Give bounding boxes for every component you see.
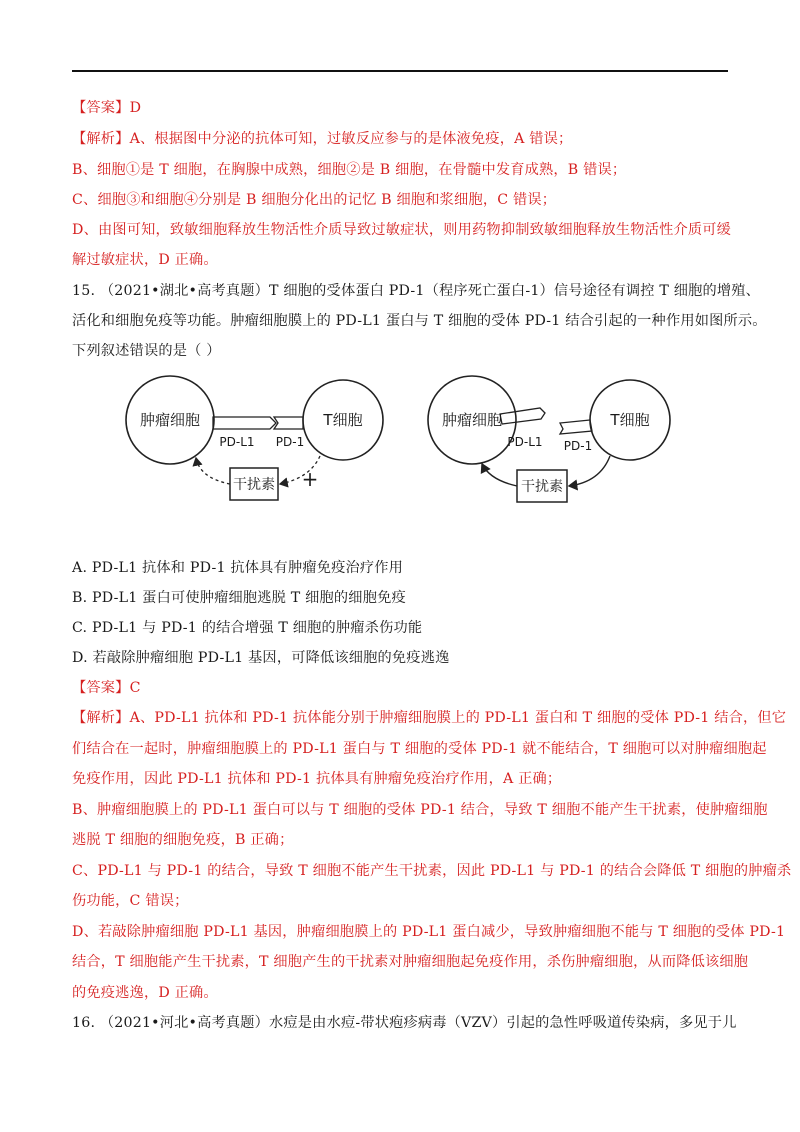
pd-l1-ligand-right	[500, 408, 545, 424]
tumor-cell-label-right: 肿瘤细胞	[441, 411, 503, 429]
analysis-15-line-6: C、PD-L1 与 PD-1 的结合，导致 T 细胞不能产生干扰素，因此 PD-L1 与 PD-1 的结合会降低 T 细胞的肿瘤杀	[72, 863, 792, 879]
analysis-14-line-3: C、细胞③和细胞④分别是 B 细胞分化出的记忆 B 细胞和浆细胞，C 错误；	[72, 192, 557, 208]
pd-l1-label-left: PD-L1	[219, 435, 255, 449]
pd-1-receptor-left	[274, 417, 303, 429]
analysis-15-line-7: 伤功能，C 错误；	[72, 893, 189, 909]
arrow-tcell-to-ifn	[569, 456, 610, 486]
header-rule	[72, 70, 728, 72]
diagram-left-panel	[126, 376, 383, 500]
answer-tag: 【答案】	[72, 100, 130, 116]
option-d: D. 若敲除肿瘤细胞 PD-L1 基因，可降低该细胞的免疫逃逸	[72, 650, 450, 666]
option-a: A. PD-L1 抗体和 PD-1 抗体具有肿瘤免疫治疗作用	[72, 560, 404, 576]
analysis-14-line-5: 解过敏症状，D 正确。	[72, 252, 218, 268]
pd1-diagram	[120, 368, 680, 520]
question-15-line-3: 下列叙述错误的是（ ）	[72, 343, 221, 359]
analysis-15-line-9: 结合，T 细胞能产生干扰素，T 细胞产生的干扰素对肿瘤细胞起免疫作用，杀伤肿瘤细胞，从而降低该细胞	[72, 954, 749, 970]
analysis-tag: 【解析】	[72, 131, 130, 147]
pd-l1-label-right: PD-L1	[507, 435, 543, 449]
answer-tag: 【答案】	[72, 680, 130, 696]
option-b: B. PD-L1 蛋白可使肿瘤细胞逃脱 T 细胞的细胞免疫	[72, 590, 406, 606]
analysis-tag: 【解析】	[72, 710, 130, 726]
answer-value: D	[129, 100, 142, 116]
pd-l1-ligand-left	[213, 417, 276, 429]
t-cell-label-left: T细胞	[323, 411, 363, 429]
analysis-15-line-3: 免疫作用，因此 PD-L1 抗体和 PD-1 抗体具有肿瘤免疫治疗作用，A 正确；	[72, 771, 562, 787]
analysis-15-line-4: B、肿瘤细胞膜上的 PD-L1 蛋白可以与 T 细胞的受体 PD-1 结合，导致 T 细胞不能产生干扰素，使肿瘤细胞	[72, 802, 768, 818]
question-15-line-2: 活化和细胞免疫等功能。肿瘤细胞膜上的 PD-L1 蛋白与 T 细胞的受体 PD-1 结合引起的一种作用如图所示。	[72, 313, 767, 329]
analysis-14-line-4: D、由图可知，致敏细胞释放生物活性介质导致过敏症状，则用药物抑制致敏细胞释放生物活性介质可缓	[72, 222, 732, 238]
analysis-14-line-1: 【解析】A、根据图中分泌的抗体可知，过敏反应参与的是体液免疫，A 错误；	[72, 131, 573, 147]
block-mark: +	[301, 467, 319, 491]
analysis-15-line-8: D、若敲除肿瘤细胞 PD-L1 基因，肿瘤细胞膜上的 PD-L1 蛋白减少，导致肿瘤细胞不能与 T 细胞的受体 PD-1	[72, 924, 786, 940]
arrow-ifn-to-tumor	[482, 464, 517, 486]
pd-1-label-right: PD-1	[563, 439, 593, 453]
analysis-15-line-10: 的免疫逃逸，D 正确。	[72, 985, 218, 1001]
answer-value: C	[129, 680, 141, 696]
analysis-15-line-1: 【解析】A、PD-L1 抗体和 PD-1 抗体能分别于肿瘤细胞膜上的 PD-L1 蛋白和 T 细胞的受体 PD-1 结合，但它	[72, 710, 787, 726]
answer-15	[72, 678, 141, 698]
pd-1-receptor-right	[560, 420, 592, 434]
question-15-line-1: 15. （2021•湖北•高考真题）T 细胞的受体蛋白 PD-1（程序死亡蛋白-1）信号途径有调控 T 细胞的增殖、	[72, 283, 761, 299]
diagram-right-panel	[428, 376, 670, 502]
analysis-15-line-5: 逃脱 T 细胞的细胞免疫，B 正确；	[72, 832, 294, 848]
tumor-cell-label-left: 肿瘤细胞	[139, 411, 201, 429]
option-c: C. PD-L1 与 PD-1 的结合增强 T 细胞的肿瘤杀伤功能	[72, 620, 423, 636]
interferon-label-left: 干扰素	[233, 477, 275, 493]
pd-1-label-left: PD-1	[275, 435, 305, 449]
dashed-arrow-ifn-to-tumor	[196, 458, 230, 484]
analysis-15-line-2: 们结合在一起时，肿瘤细胞膜上的 PD-L1 蛋白与 T 细胞的受体 PD-1 就不能结合，T 细胞可以对肿瘤细胞起	[72, 741, 767, 757]
t-cell-label-right: T细胞	[610, 411, 650, 429]
question-16-line-1: 16. （2021•河北•高考真题）水痘是由水痘-带状疱疹病毒（VZV）引起的急性呼吸道传染病，多见于儿	[72, 1015, 737, 1031]
answer-14	[72, 98, 141, 118]
interferon-label-right: 干扰素	[521, 479, 563, 495]
analysis-14-line-2: B、细胞①是 T 细胞，在胸腺中成熟，细胞②是 B 细胞，在骨髓中发育成熟，B 错误；	[72, 162, 627, 178]
